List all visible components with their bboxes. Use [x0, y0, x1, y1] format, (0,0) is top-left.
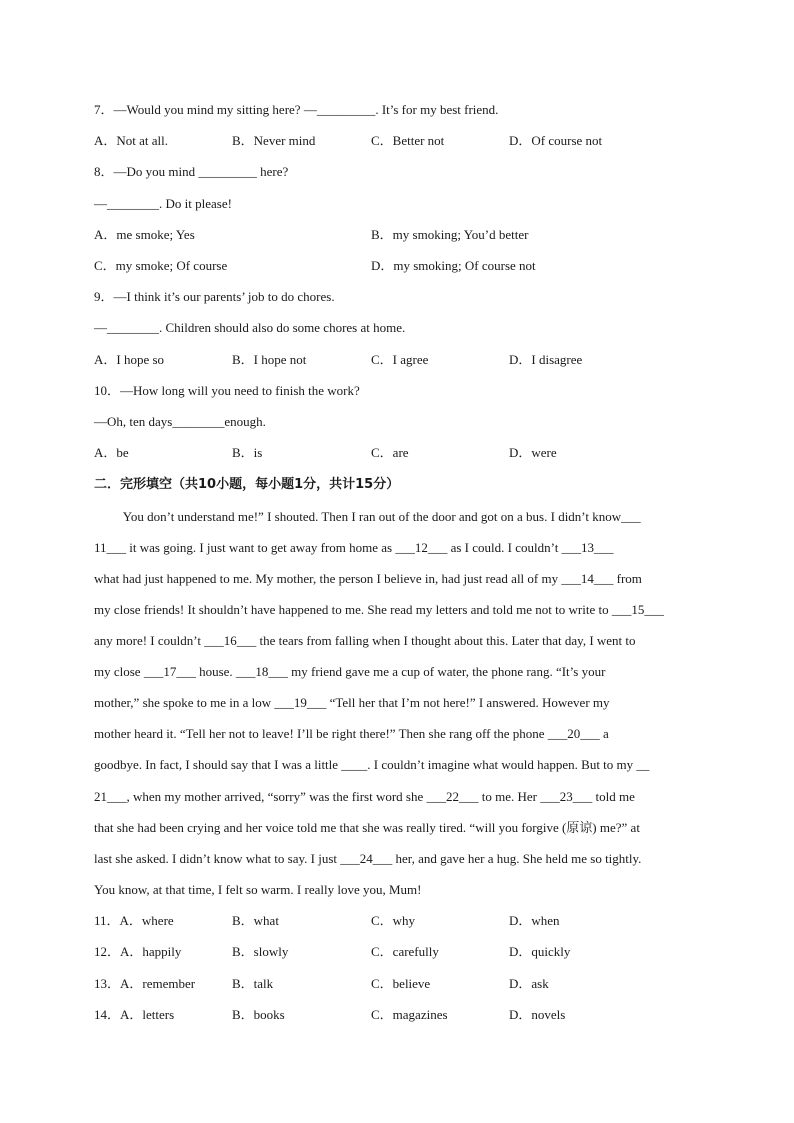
question-10-response: —Oh, ten days________enough.	[94, 414, 266, 429]
choice-row-12	[94, 944, 714, 960]
choice-a: 14．A．letters	[94, 1007, 175, 1022]
question-8-stem: 8．—Do you mind _________ here?	[94, 164, 289, 179]
choice-b: B．books	[232, 1007, 285, 1022]
question-9-stem: 9．—I think it’s our parents’ job to do chores.	[94, 289, 335, 304]
option-b: B．my smoking; You’d better	[371, 227, 529, 242]
option-d: D．my smoking; Of course not	[371, 258, 536, 273]
passage-line: last she asked. I didn’t know what to say. I just ___24___ her, and gave her a hug. She held me so tightly.	[94, 851, 642, 866]
passage-line: You don’t understand me!” I shouted. Then I ran out of the door and got on a bus. I didn’t know___	[94, 509, 641, 524]
option-a: A．I hope so	[94, 352, 165, 367]
passage-line: my close friends! It shouldn’t have happened to me. She read my letters and told me not to write to ___15___	[94, 602, 664, 617]
option-b: B．I hope not	[232, 352, 307, 367]
question-8-options-row1	[94, 227, 714, 243]
choice-a: 11．A．where	[94, 913, 174, 928]
option-c: C．I agree	[371, 352, 429, 367]
choice-b: B．talk	[232, 976, 274, 991]
choice-c: C．magazines	[371, 1007, 448, 1022]
choice-row-11	[94, 913, 714, 929]
passage-line: goodbye. In fact, I should say that I was a little ____. I couldn’t imagine what would happen. But to my __	[94, 757, 650, 772]
option-d: D．I disagree	[509, 352, 583, 367]
choice-c: C．carefully	[371, 944, 439, 959]
option-d: D．Of course not	[509, 133, 603, 148]
passage-line: You know, at that time, I felt so warm. I really love you, Mum!	[94, 882, 422, 897]
choice-d: D．quickly	[509, 944, 571, 959]
option-d: D．were	[509, 445, 557, 460]
option-c: C．Better not	[371, 133, 445, 148]
choice-a: 13．A．remember	[94, 976, 196, 991]
choice-row-13	[94, 976, 714, 992]
choice-d: D．ask	[509, 976, 549, 991]
section-heading: 二．完形填空（共10小题，每小题1分，共计15分）	[94, 477, 400, 492]
option-b: B．Never mind	[232, 133, 316, 148]
choice-d: D．when	[509, 913, 560, 928]
passage-line: 21___, when my mother arrived, “sorry” was the first word she ___22___ to me. Her ___23___ told me	[94, 789, 635, 804]
question-9-response: —________. Children should also do some chores at home.	[94, 320, 406, 335]
passage-line: that she had been crying and her voice told me that she was really tired. “will you forgive (原谅) me?” at	[94, 820, 640, 835]
question-8-options-row2	[94, 258, 714, 274]
question-7-options	[94, 133, 714, 149]
choice-d: D．novels	[509, 1007, 566, 1022]
option-c: C．are	[371, 445, 409, 460]
option-c: C．my smoke; Of course	[94, 258, 228, 273]
choice-a: 12．A．happily	[94, 944, 182, 959]
passage-line: 11___ it was going. I just want to get away from home as ___12___ as I could. I couldn’t ___13___	[94, 540, 614, 555]
passage-line: mother,” she spoke to me in a low ___19___ “Tell her that I’m not here!” I answered. However my	[94, 695, 610, 710]
passage-line: any more! I couldn’t ___16___ the tears from falling when I thought about this. Later that day, I went to	[94, 633, 636, 648]
choice-b: B．slowly	[232, 944, 289, 959]
choice-b: B．what	[232, 913, 279, 928]
question-10-stem: 10．—How long will you need to finish the work?	[94, 383, 360, 398]
question-9-options	[94, 352, 714, 368]
question-7-stem: 7．—Would you mind my sitting here? —_________. It’s for my best friend.	[94, 102, 499, 117]
option-a: A．me smoke; Yes	[94, 227, 195, 242]
choice-c: C．why	[371, 913, 416, 928]
choice-row-14	[94, 1007, 714, 1023]
passage-line: my close ___17___ house. ___18___ my friend gave me a cup of water, the phone rang. “It’s your	[94, 664, 606, 679]
option-a: A．Not at all.	[94, 133, 169, 148]
choice-c: C．believe	[371, 976, 431, 991]
question-8-response: —________. Do it please!	[94, 196, 232, 211]
question-10-options	[94, 445, 714, 461]
option-b: B．is	[232, 445, 263, 460]
passage-line: mother heard it. “Tell her not to leave! I’ll be right there!” Then she rang off the phone ___20___ a	[94, 726, 609, 741]
passage-line: what had just happened to me. My mother, the person I believe in, had just read all of my ___14___ from	[94, 571, 642, 586]
option-a: A．be	[94, 445, 129, 460]
